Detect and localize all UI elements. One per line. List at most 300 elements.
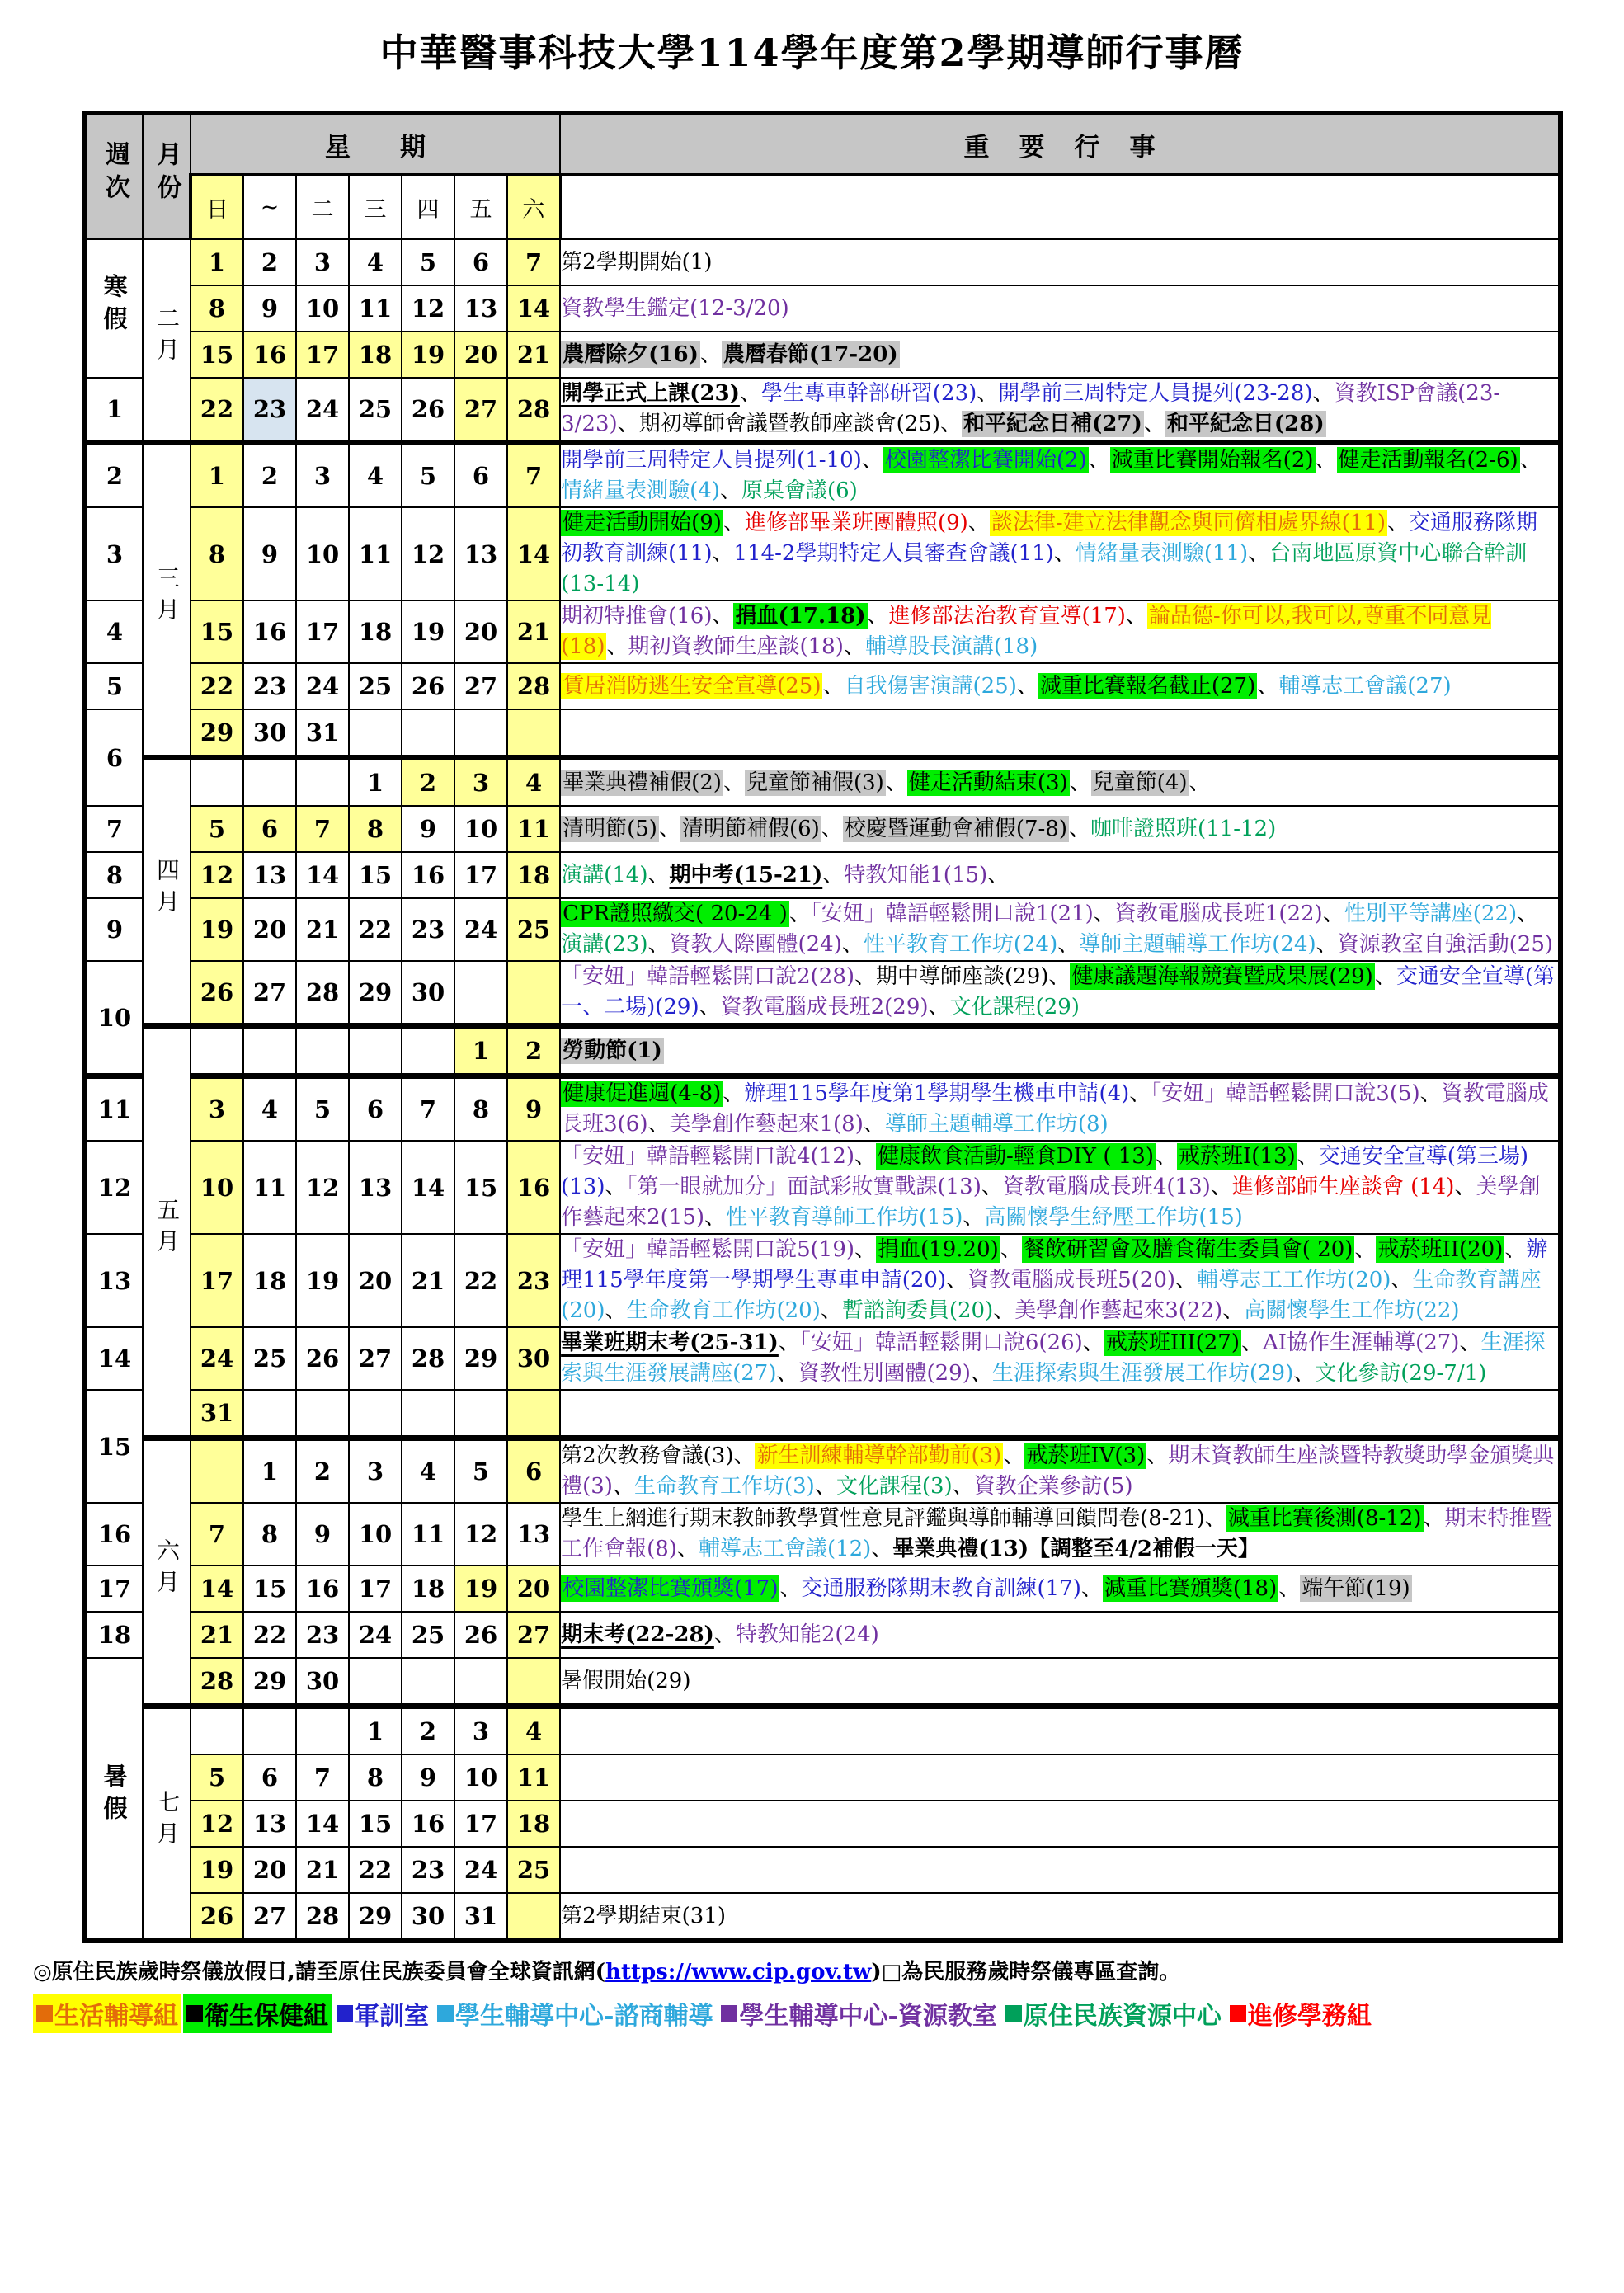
event-separator: 、 bbox=[977, 381, 999, 406]
date-cell: 14 bbox=[296, 852, 349, 898]
date-cell: 7 bbox=[191, 1503, 243, 1566]
events-cell bbox=[560, 1390, 1560, 1438]
legend-label: 學生輔導中心-諮商輔導 bbox=[455, 2002, 713, 2031]
event-item: 文化課程(3) bbox=[836, 1474, 953, 1499]
event-item: 進修部法治教育宣導(17) bbox=[888, 604, 1126, 629]
date-cell: 9 bbox=[296, 1503, 349, 1566]
date-cell: 8 bbox=[191, 285, 243, 332]
event-item: 第2學期開始(1) bbox=[561, 249, 713, 275]
date-cell: 22 bbox=[243, 1612, 296, 1658]
event-item: 高關懷學生紓壓工作坊(15) bbox=[984, 1205, 1243, 1230]
event-item: 減重比賽後測(8-12) bbox=[1227, 1506, 1422, 1531]
date-cell: 22 bbox=[191, 378, 243, 443]
date-cell: 22 bbox=[191, 663, 243, 709]
event-item: 期末考(22-28) bbox=[561, 1622, 714, 1647]
date-cell bbox=[296, 758, 349, 807]
date-cell: 11 bbox=[402, 1503, 454, 1566]
events-cell bbox=[560, 1893, 1560, 1941]
date-cell: 17 bbox=[454, 1801, 507, 1847]
events-cell bbox=[560, 1566, 1560, 1612]
event-separator: 、 bbox=[993, 1298, 1015, 1323]
event-item: 性平教育導師工作坊(15) bbox=[726, 1205, 963, 1230]
event-separator: 、 bbox=[1068, 816, 1090, 841]
date-cell: 11 bbox=[507, 1754, 560, 1801]
event-item: 期末資教師生座談暨特教獎助學金頒獎典禮(3) bbox=[561, 1443, 1555, 1499]
legend-item bbox=[718, 1994, 1000, 2033]
week-number-cell: 2 bbox=[85, 443, 143, 508]
week-number-cell: 14 bbox=[85, 1327, 143, 1390]
events-cell bbox=[560, 239, 1560, 285]
event-item: 輔導志工工作坊(20) bbox=[1197, 1268, 1391, 1292]
event-separator: 、 bbox=[963, 1205, 985, 1230]
date-cell: 11 bbox=[507, 806, 560, 852]
date-cell: 19 bbox=[402, 600, 454, 663]
event-separator: 、 bbox=[854, 964, 877, 989]
date-cell: 7 bbox=[402, 1076, 454, 1142]
legend-item bbox=[1226, 1994, 1375, 2033]
legend-color-square-icon bbox=[1230, 2005, 1246, 2022]
calendar-row bbox=[85, 1707, 1560, 1755]
calendar-row bbox=[85, 1893, 1560, 1941]
date-cell: 9 bbox=[243, 507, 296, 600]
event-item: 勞動節(1) bbox=[563, 1038, 662, 1063]
event-item: 期末特推暨工作會報(8) bbox=[561, 1506, 1552, 1561]
event-separator: 、 bbox=[788, 902, 811, 926]
date-cell: 29 bbox=[454, 1327, 507, 1390]
event-separator: 、 bbox=[1000, 1237, 1022, 1262]
calendar-row bbox=[85, 1141, 1560, 1234]
date-cell: 16 bbox=[243, 332, 296, 378]
date-cell: 13 bbox=[454, 507, 507, 600]
date-cell: 3 bbox=[296, 443, 349, 508]
weekday-header-cell: 三 bbox=[349, 175, 402, 240]
event-item: 台南地區原資中心聯合幹訓(13-14) bbox=[561, 541, 1528, 596]
date-cell bbox=[507, 1390, 560, 1438]
event-separator: 、 bbox=[1156, 1144, 1178, 1169]
event-item: 農曆除夕(16) bbox=[563, 341, 699, 367]
month-cell: 五月 bbox=[143, 1026, 191, 1438]
calendar-row bbox=[85, 443, 1560, 508]
date-cell: 20 bbox=[243, 1847, 296, 1893]
event-item: 戒菸班IV(3) bbox=[1026, 1443, 1146, 1468]
event-separator: 、 bbox=[820, 1298, 842, 1323]
event-separator: 、 bbox=[605, 1298, 627, 1323]
events-cell bbox=[560, 1707, 1560, 1755]
event-item: 清明節補假(6) bbox=[681, 816, 820, 841]
date-cell: 1 bbox=[349, 1707, 402, 1755]
date-cell: 26 bbox=[402, 663, 454, 709]
event-item: 高關懷學生工作坊(22) bbox=[1244, 1298, 1460, 1323]
event-separator: 、 bbox=[843, 634, 865, 659]
week-number-cell: 12 bbox=[85, 1141, 143, 1234]
date-cell: 9 bbox=[243, 285, 296, 332]
calendar-row bbox=[85, 806, 1560, 852]
event-item: 交通服務隊期末教育訓練(17) bbox=[801, 1575, 1081, 1601]
calendar-row bbox=[85, 285, 1560, 332]
date-cell: 28 bbox=[191, 1658, 243, 1707]
week-number-cell: 暑假 bbox=[85, 1658, 143, 1941]
event-separator: 、 bbox=[946, 1268, 968, 1292]
event-item: 特教知能1(15) bbox=[844, 862, 988, 888]
event-item: 戒菸班II(20) bbox=[1377, 1237, 1504, 1262]
date-cell: 4 bbox=[349, 239, 402, 285]
event-separator: 、 bbox=[1003, 1443, 1025, 1468]
event-item: 【調整至4/2補假一天】 bbox=[1029, 1537, 1259, 1561]
event-item: 開學正式上課(23) bbox=[561, 381, 740, 406]
event-separator: 、 bbox=[606, 634, 628, 659]
calendar-row bbox=[85, 332, 1560, 378]
date-cell: 24 bbox=[454, 1847, 507, 1893]
events-cell bbox=[560, 1438, 1560, 1504]
date-cell: 4 bbox=[402, 1438, 454, 1504]
event-item: 自我傷害演講(25) bbox=[844, 673, 1017, 699]
month-cell: 六月 bbox=[143, 1438, 191, 1707]
date-cell: 2 bbox=[402, 1707, 454, 1755]
date-cell bbox=[349, 709, 402, 758]
event-item: 美學創作藝起來1(8) bbox=[669, 1112, 864, 1137]
event-separator: 、 bbox=[699, 341, 722, 367]
calendar-row bbox=[85, 709, 1560, 758]
event-item: AI協作生涯輔導(27) bbox=[1263, 1330, 1460, 1355]
date-cell: 6 bbox=[243, 806, 296, 852]
legend-label: 原住民族資源中心 bbox=[1023, 2002, 1222, 2031]
event-item: 情緒量表測驗(11) bbox=[1075, 541, 1249, 566]
event-item: 捐血(19.20) bbox=[878, 1237, 999, 1262]
event-separator: 、 bbox=[712, 541, 734, 566]
date-cell: 23 bbox=[243, 378, 296, 443]
date-cell: 12 bbox=[191, 1801, 243, 1847]
event-separator: 、 bbox=[1175, 1268, 1198, 1292]
date-cell: 12 bbox=[402, 507, 454, 600]
event-separator: 、 bbox=[1048, 964, 1071, 989]
date-cell: 25 bbox=[507, 898, 560, 961]
event-item: 校園整潔比賽頒獎(17) bbox=[563, 1575, 779, 1601]
date-cell: 6 bbox=[454, 239, 507, 285]
event-separator: 、 bbox=[719, 478, 741, 503]
event-separator: 、 bbox=[647, 862, 670, 888]
event-item: 性別平等講座(22) bbox=[1344, 902, 1518, 926]
date-cell: 5 bbox=[454, 1438, 507, 1504]
date-cell: 17 bbox=[191, 1234, 243, 1327]
event-separator: 、 bbox=[814, 1474, 836, 1499]
date-cell: 20 bbox=[349, 1234, 402, 1327]
event-item: 論品德-你可以,我可以,尊重不同意見(18) bbox=[561, 604, 1492, 659]
date-cell: 21 bbox=[296, 1847, 349, 1893]
date-cell: 11 bbox=[349, 285, 402, 332]
weekday-header-cell: 六 bbox=[507, 175, 560, 240]
date-cell: 30 bbox=[296, 1658, 349, 1707]
event-item: 第2次教務會議(3) bbox=[561, 1443, 734, 1468]
events-cell bbox=[560, 443, 1560, 508]
event-separator: 、 bbox=[1374, 964, 1396, 989]
event-separator: 、 bbox=[778, 1330, 800, 1355]
date-cell: 10 bbox=[454, 1754, 507, 1801]
date-cell: 28 bbox=[296, 1893, 349, 1941]
calendar-row bbox=[85, 1438, 1560, 1504]
date-cell: 7 bbox=[507, 239, 560, 285]
date-cell: 27 bbox=[349, 1327, 402, 1390]
event-separator: 、 bbox=[871, 1537, 893, 1561]
event-item: 兒童節(4) bbox=[1092, 770, 1188, 795]
date-cell: 11 bbox=[243, 1141, 296, 1234]
date-cell: 30 bbox=[243, 709, 296, 758]
event-separator: 、 bbox=[1222, 1298, 1245, 1323]
legend-label: 進修學務組 bbox=[1247, 2002, 1372, 2031]
date-cell: 22 bbox=[349, 898, 402, 961]
event-item: 輔導志工會議(12) bbox=[698, 1537, 872, 1561]
event-item: 第2學期結束(31) bbox=[561, 1903, 727, 1928]
date-cell: 16 bbox=[402, 852, 454, 898]
date-cell: 21 bbox=[507, 600, 560, 663]
event-separator: 、 bbox=[676, 1537, 699, 1561]
event-item: 餐飲研習會及膳食衛生委員會( 20) bbox=[1023, 1237, 1353, 1262]
legend-color-square-icon bbox=[437, 2005, 454, 2022]
event-item: 「安妞」韓語輕鬆開口說3(5) bbox=[1151, 1081, 1420, 1106]
event-separator: 、 bbox=[1146, 1443, 1169, 1468]
event-item: 導師主題輔導工作坊(8) bbox=[884, 1112, 1109, 1137]
event-separator: 、 bbox=[776, 1361, 798, 1386]
date-cell: 21 bbox=[402, 1234, 454, 1327]
event-separator: 、 bbox=[1386, 511, 1409, 535]
event-item: 健康議題海報競賽暨成果展(29) bbox=[1071, 964, 1373, 989]
event-item: 情緒量表測驗(4) bbox=[561, 478, 720, 503]
date-cell: 4 bbox=[243, 1076, 296, 1142]
event-item: 資源教室自強活動(25) bbox=[1337, 932, 1554, 957]
event-separator: 、 bbox=[1204, 1506, 1226, 1531]
event-separator: 、 bbox=[1517, 902, 1539, 926]
date-cell bbox=[454, 709, 507, 758]
date-cell: 29 bbox=[349, 961, 402, 1026]
event-separator: 、 bbox=[1189, 770, 1211, 795]
event-item: 辦理115學年度第1學期學生機車申請(4) bbox=[744, 1081, 1130, 1106]
event-separator: 、 bbox=[854, 1237, 877, 1262]
date-cell: 3 bbox=[191, 1076, 243, 1142]
events-cell bbox=[560, 852, 1560, 898]
date-cell: 7 bbox=[296, 806, 349, 852]
date-cell bbox=[296, 1026, 349, 1076]
events-cell bbox=[560, 1801, 1560, 1847]
header-row bbox=[85, 113, 1560, 175]
date-cell: 14 bbox=[507, 507, 560, 600]
week-number-cell: 5 bbox=[85, 663, 143, 709]
date-cell bbox=[507, 709, 560, 758]
date-cell: 18 bbox=[402, 1566, 454, 1612]
week-col-header: 週次 bbox=[85, 113, 143, 239]
weekday-header-cell: 二 bbox=[296, 175, 349, 240]
event-item: 減重比賽開始報名(2) bbox=[1111, 448, 1314, 473]
event-item: 「安妞」韓語輕鬆開口說6(26) bbox=[799, 1330, 1083, 1355]
date-cell: 31 bbox=[296, 709, 349, 758]
event-separator: 、 bbox=[952, 1474, 974, 1499]
date-cell: 19 bbox=[191, 1847, 243, 1893]
event-separator: 、 bbox=[1322, 902, 1344, 926]
date-cell: 14 bbox=[296, 1801, 349, 1847]
date-cell: 13 bbox=[349, 1141, 402, 1234]
event-item: 文化課程(29) bbox=[949, 995, 1080, 1019]
date-cell: 14 bbox=[191, 1566, 243, 1612]
event-item: 新生訓練輔導幹部勤前(3) bbox=[756, 1443, 1002, 1468]
date-cell: 5 bbox=[402, 239, 454, 285]
event-item: 資教性別團體(29) bbox=[798, 1361, 971, 1386]
date-cell: 17 bbox=[296, 600, 349, 663]
event-item: 開學前三周特定人員提列(1-10) bbox=[561, 448, 862, 473]
calendar-row bbox=[85, 1503, 1560, 1566]
weekday-header-cell: 五 bbox=[454, 175, 507, 240]
date-cell: 27 bbox=[507, 1612, 560, 1658]
week-number-cell: 15 bbox=[85, 1390, 143, 1503]
calendar-row bbox=[85, 1847, 1560, 1893]
events-cell bbox=[560, 1612, 1560, 1658]
date-cell bbox=[349, 1390, 402, 1438]
event-item: 「安妞」韓語輕鬆開口說1(21) bbox=[810, 902, 1094, 926]
date-cell bbox=[507, 1893, 560, 1941]
event-separator: 、 bbox=[1241, 1330, 1264, 1355]
date-cell: 1 bbox=[454, 1026, 507, 1076]
legend-color-square-icon bbox=[1005, 2005, 1022, 2022]
date-cell bbox=[454, 1390, 507, 1438]
calendar-row bbox=[85, 1234, 1560, 1327]
date-cell: 16 bbox=[296, 1566, 349, 1612]
date-cell: 19 bbox=[296, 1234, 349, 1327]
week-number-cell: 3 bbox=[85, 507, 143, 600]
date-cell: 26 bbox=[191, 961, 243, 1026]
legend-label: 生活輔導組 bbox=[54, 2002, 178, 2031]
event-item: 學生上網進行期末教師教學質性意見評鑑與導師輔導回饋問卷(8-21) bbox=[561, 1506, 1205, 1531]
date-cell: 17 bbox=[296, 332, 349, 378]
event-item: 資教電腦成長班2(29) bbox=[720, 995, 929, 1019]
event-item: 「第一眼就加分」面試彩妝實戰課(13) bbox=[626, 1175, 981, 1199]
date-cell: 23 bbox=[296, 1612, 349, 1658]
event-item: 生命教育講座(20) bbox=[561, 1268, 1542, 1323]
legend-color-square-icon bbox=[337, 2005, 353, 2022]
event-item: 健康促進週(4-8) bbox=[563, 1081, 722, 1106]
calendar-row bbox=[85, 600, 1560, 663]
week-number-cell: 寒假 bbox=[85, 239, 143, 378]
date-cell: 24 bbox=[296, 663, 349, 709]
date-cell: 20 bbox=[507, 1566, 560, 1612]
event-separator: 、 bbox=[1082, 1330, 1104, 1355]
legend-color-square-icon bbox=[36, 2005, 53, 2022]
event-item: 導師主題輔導工作坊(24) bbox=[1079, 932, 1316, 957]
date-cell: 27 bbox=[454, 378, 507, 443]
date-cell: 6 bbox=[507, 1438, 560, 1504]
date-cell bbox=[243, 1390, 296, 1438]
date-cell: 24 bbox=[191, 1327, 243, 1390]
event-separator: 、 bbox=[1293, 1361, 1316, 1386]
event-item: 114-2學期特定人員審查會議(11) bbox=[733, 541, 1054, 566]
weekday-header-cell: ~ bbox=[243, 175, 296, 240]
date-cell: 29 bbox=[191, 709, 243, 758]
event-separator: 、 bbox=[854, 1144, 877, 1169]
event-item: 減重比賽頒獎(18) bbox=[1104, 1575, 1278, 1601]
event-item: 暑假開始(29) bbox=[561, 1668, 691, 1693]
event-separator: 、 bbox=[841, 932, 864, 957]
date-cell bbox=[507, 961, 560, 1026]
event-item: 性平教育工作坊(24) bbox=[863, 932, 1058, 957]
event-item: 期中考(15-21) bbox=[669, 862, 823, 888]
event-item: 期初導師會議暨教師座談會(25) bbox=[638, 412, 941, 436]
event-item: 輔導志工會議(27) bbox=[1278, 673, 1452, 699]
week-number-cell: 16 bbox=[85, 1503, 143, 1566]
events-cell bbox=[560, 758, 1560, 807]
date-cell: 29 bbox=[349, 1893, 402, 1941]
events-cell bbox=[560, 1503, 1560, 1566]
events-cell bbox=[560, 898, 1560, 961]
date-cell bbox=[507, 1658, 560, 1707]
date-cell: 2 bbox=[507, 1026, 560, 1076]
date-cell: 5 bbox=[191, 1754, 243, 1801]
date-cell: 31 bbox=[454, 1893, 507, 1941]
date-cell: 19 bbox=[454, 1566, 507, 1612]
events-cell bbox=[560, 1026, 1560, 1076]
date-cell: 25 bbox=[349, 663, 402, 709]
event-separator: 、 bbox=[1016, 673, 1038, 699]
month-cell: 三月 bbox=[143, 443, 191, 758]
event-item: 資教電腦成長班3(6) bbox=[561, 1081, 1549, 1137]
event-separator: 、 bbox=[1088, 448, 1110, 473]
event-item: 資教電腦成長班4(13) bbox=[1002, 1175, 1211, 1199]
week-number-cell: 11 bbox=[85, 1076, 143, 1142]
date-cell: 17 bbox=[349, 1566, 402, 1612]
event-item: 「安妞」韓語輕鬆開口說4(12) bbox=[561, 1144, 855, 1169]
event-item: 校園整潔比賽開始(2) bbox=[884, 448, 1087, 473]
date-cell: 28 bbox=[402, 1327, 454, 1390]
event-separator: 、 bbox=[1125, 604, 1147, 629]
legend-item bbox=[33, 1994, 181, 2033]
date-cell: 8 bbox=[243, 1503, 296, 1566]
event-separator: 、 bbox=[1053, 541, 1076, 566]
event-item: 捐血(17.18) bbox=[735, 604, 866, 629]
event-separator: 、 bbox=[1248, 541, 1270, 566]
event-separator: 、 bbox=[1143, 412, 1165, 436]
event-separator: 、 bbox=[1297, 1144, 1319, 1169]
event-item: 生命教育工作坊(20) bbox=[626, 1298, 821, 1323]
event-item: 資教學生鑑定(12-3/20) bbox=[561, 295, 789, 321]
event-separator: 、 bbox=[1419, 1081, 1442, 1106]
events-cell bbox=[560, 1658, 1560, 1707]
date-cell: 25 bbox=[507, 1847, 560, 1893]
event-item: 賃居消防逃生安全宣導(25) bbox=[563, 673, 821, 699]
date-cell: 16 bbox=[402, 1801, 454, 1847]
event-separator: 、 bbox=[822, 673, 845, 699]
event-item: 學生專車幹部研習(23) bbox=[760, 381, 977, 406]
event-separator: 、 bbox=[981, 1175, 1003, 1199]
events-cell bbox=[560, 1327, 1560, 1390]
date-cell: 24 bbox=[349, 1612, 402, 1658]
event-item: 「安妞」韓語輕鬆開口說2(28) bbox=[561, 964, 855, 989]
cip-link[interactable]: https://www.cip.gov.tw bbox=[605, 1960, 872, 1985]
date-cell: 2 bbox=[402, 758, 454, 807]
event-separator: 、 bbox=[1080, 1575, 1103, 1601]
date-cell: 15 bbox=[243, 1566, 296, 1612]
event-item: 「安妞」韓語輕鬆開口說5(19) bbox=[561, 1237, 855, 1262]
event-item: 美學創作藝起來2(15) bbox=[561, 1175, 1541, 1230]
weekday-header-cell: 四 bbox=[402, 175, 454, 240]
date-cell: 12 bbox=[296, 1141, 349, 1234]
event-item: 美學創作藝起來3(22) bbox=[1014, 1298, 1223, 1323]
date-cell: 9 bbox=[402, 1754, 454, 1801]
event-separator: 、 bbox=[970, 1361, 992, 1386]
calendar-row bbox=[85, 1327, 1560, 1390]
date-cell bbox=[243, 1707, 296, 1755]
calendar-row bbox=[85, 239, 1560, 285]
date-cell: 1 bbox=[191, 443, 243, 508]
events-cell bbox=[560, 663, 1560, 709]
date-cell: 14 bbox=[402, 1141, 454, 1234]
date-cell: 5 bbox=[191, 806, 243, 852]
event-separator: 、 bbox=[1423, 1506, 1445, 1531]
date-cell: 18 bbox=[349, 600, 402, 663]
